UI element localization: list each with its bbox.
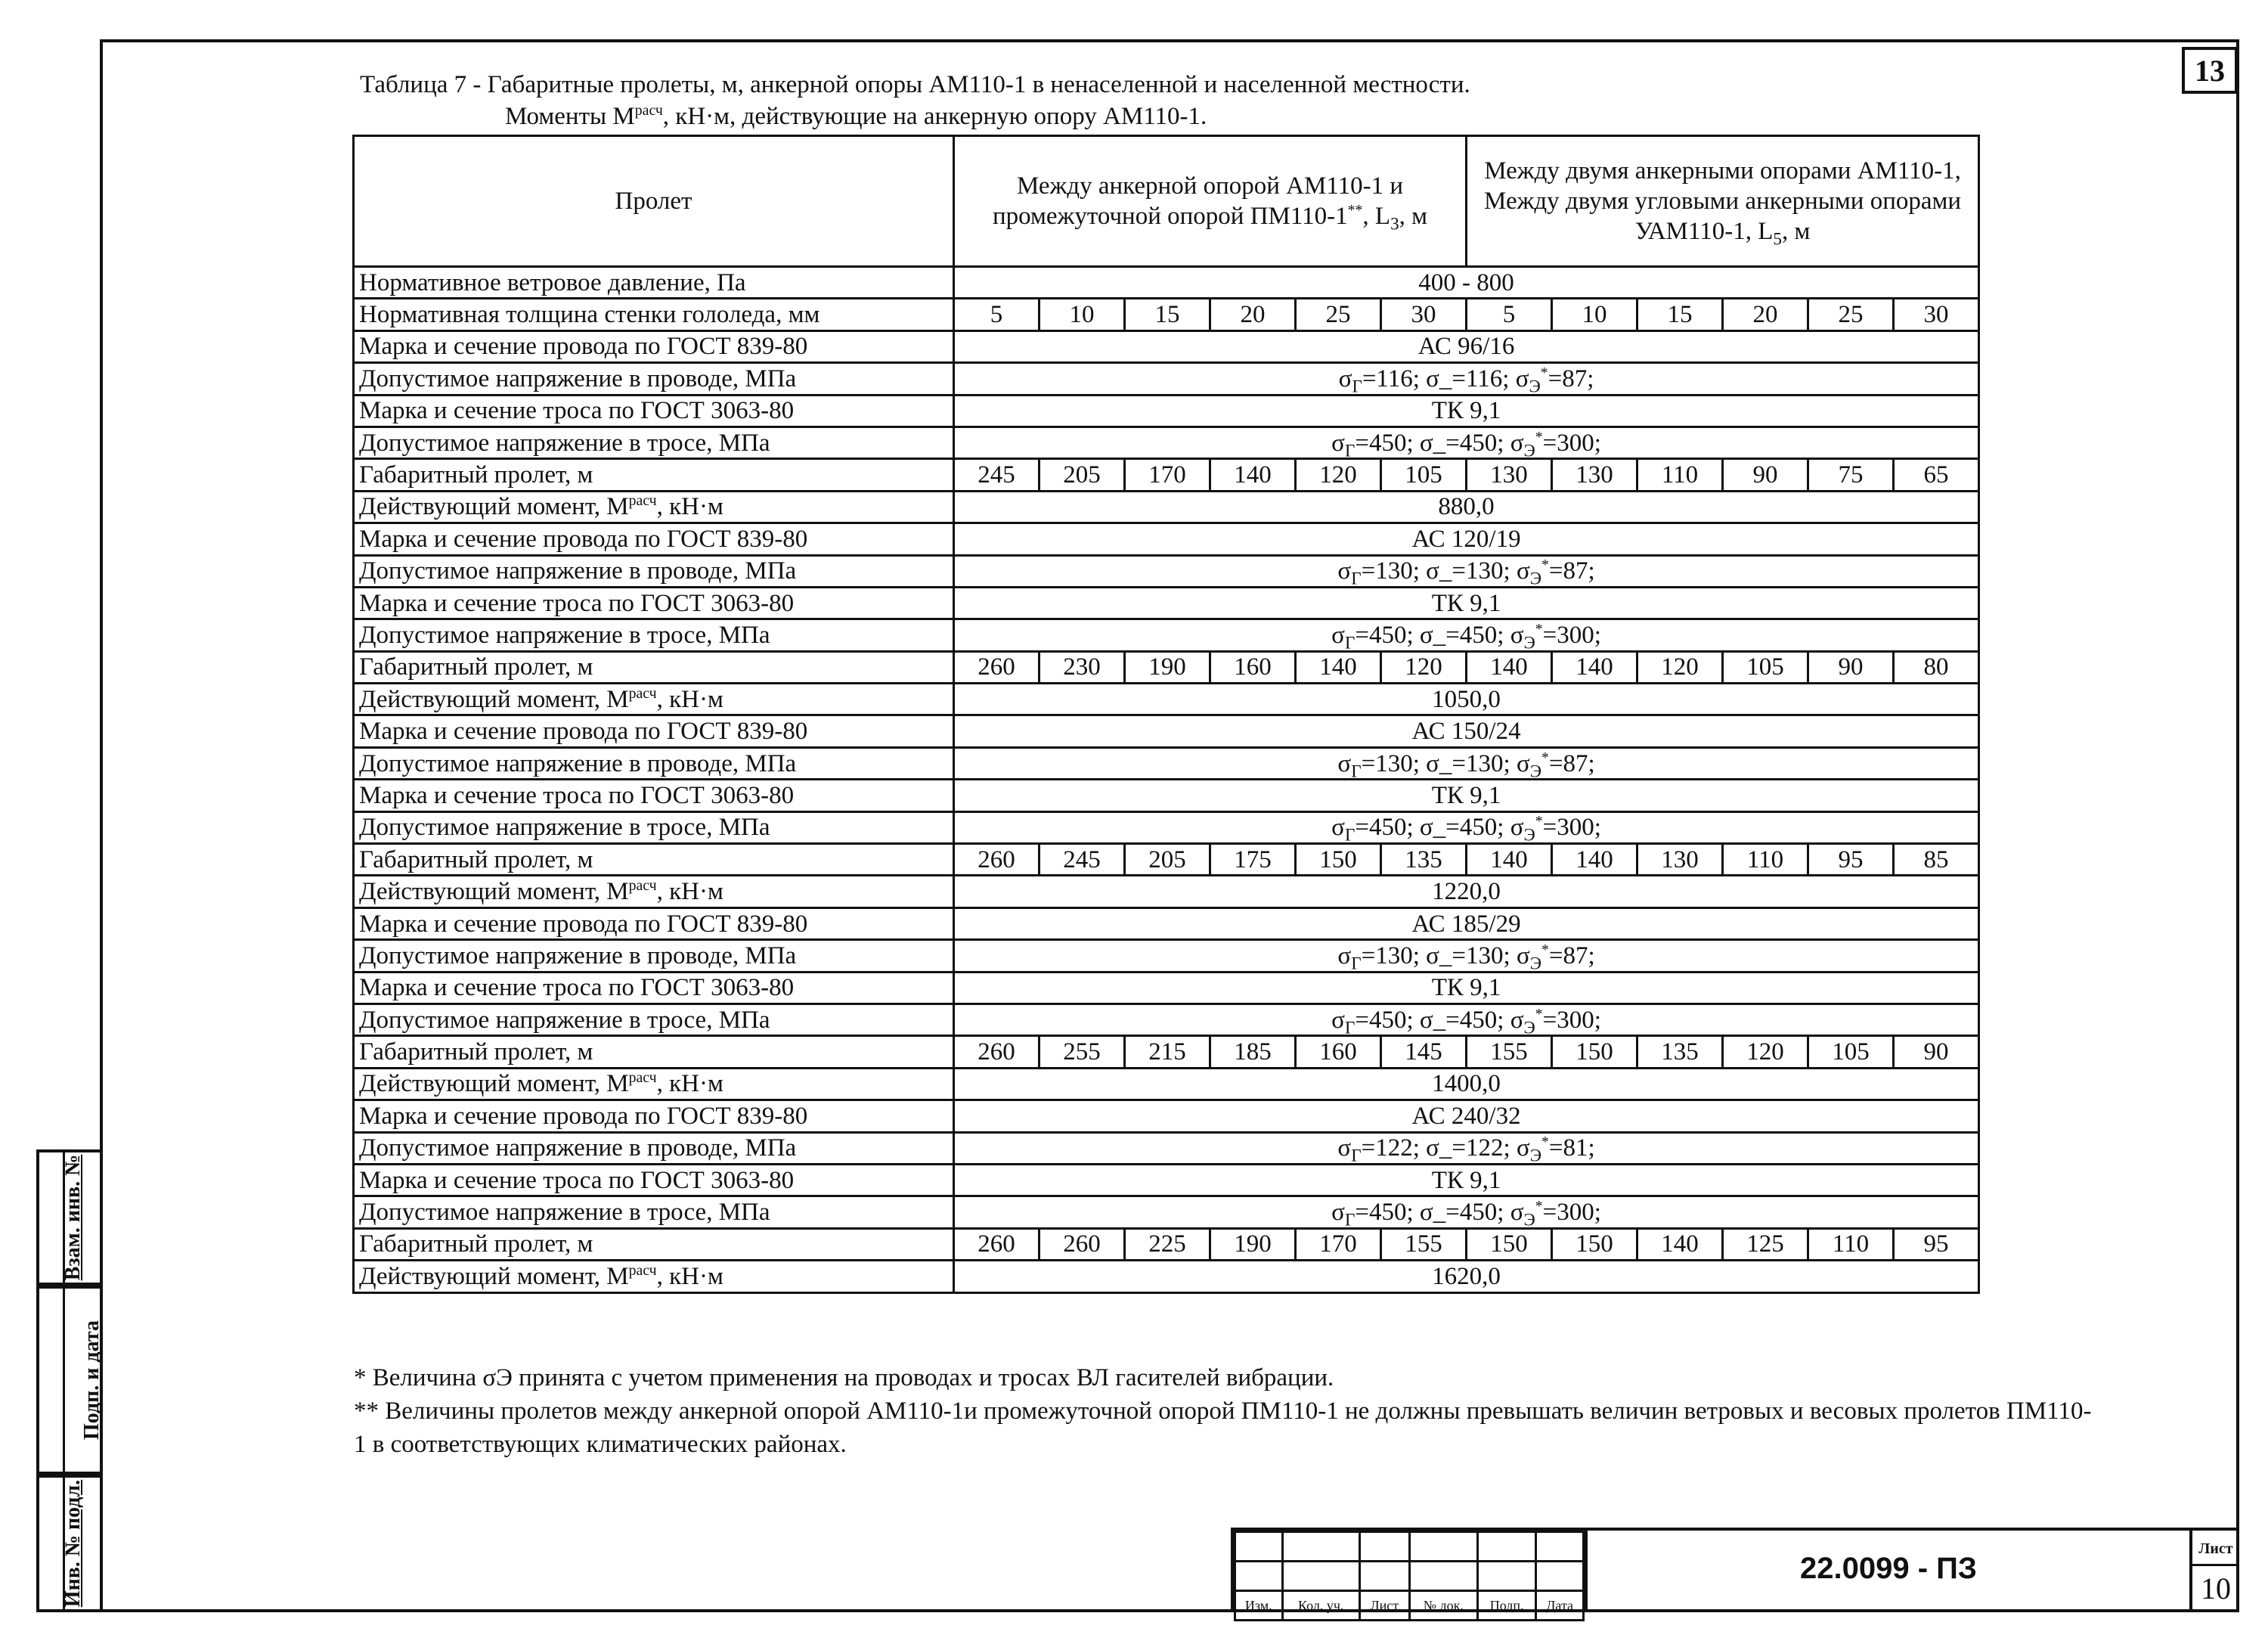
span-value: 190 — [1125, 651, 1210, 683]
side-stamp-podp — [36, 1286, 104, 1475]
rope-stress: $\sigma_Г=450$; σ_=450; $\sigma_Э^*=300$; — [954, 1196, 1979, 1228]
moment-label-sup: расч — [628, 877, 657, 895]
rope-stress-row — [354, 427, 1979, 458]
span-value: 140 — [1637, 1228, 1723, 1260]
span-row — [354, 1036, 1979, 1068]
ice-label: Нормативная толщина стенки гололеда, мм — [354, 299, 954, 330]
rope-stress-label: Допустимое напряжение в тросе, МПа — [354, 1196, 954, 1228]
caption-moment-tail: , кН·м, действующие на анкерную опору АМ110-1. — [662, 103, 1207, 130]
rope-stress-row — [354, 811, 1979, 843]
span-row — [354, 1228, 1979, 1260]
span-value: 155 — [1467, 1036, 1552, 1068]
wire-mark: АС 240/32 — [954, 1100, 1979, 1132]
title-block-column-label: Подп. — [1478, 1591, 1536, 1621]
side-stamp-vzam — [36, 1149, 100, 1286]
title-block — [1231, 1528, 2239, 1612]
moment-value: 1220,0 — [954, 876, 1979, 907]
moment-row — [354, 876, 1979, 907]
rope-row — [354, 395, 1979, 427]
header-col1-mid: , L — [1362, 203, 1391, 230]
rope-label: Марка и сечение троса по ГОСТ 3063-80 — [354, 587, 954, 619]
wind-value: 400 - 800 — [954, 267, 1979, 299]
span-value: 95 — [1808, 844, 1894, 876]
wire-label: Марка и сечение провода по ГОСТ 839-80 — [354, 523, 954, 555]
side-label-vzam: Взам. инв. № — [61, 1154, 85, 1281]
span-value: 120 — [1296, 459, 1381, 491]
wire-stress-row — [354, 1132, 1979, 1164]
rope-mark: ТК 9,1 — [954, 395, 1979, 427]
rope-label: Марка и сечение троса по ГОСТ 3063-80 — [354, 780, 954, 811]
span-value: 260 — [954, 1036, 1040, 1068]
rope-stress-row — [354, 1004, 1979, 1035]
span-value: 140 — [1467, 844, 1552, 876]
side-label-inv: Инв. № подл. — [61, 1479, 85, 1608]
header-span-label: Пролет — [354, 136, 954, 267]
title-block-column-label: Кол. уч. — [1282, 1591, 1359, 1621]
table-header-row — [354, 136, 1979, 267]
span-value: 90 — [1808, 651, 1894, 683]
span-value: 160 — [1210, 651, 1296, 683]
span-value: 160 — [1296, 1036, 1381, 1068]
moment-row — [354, 491, 1979, 523]
wire-stress-label: Допустимое напряжение в проводе, МПа — [354, 747, 954, 779]
wire-stress: $\sigma_Г=130$; σ_=130; $\sigma_Э^*=87$; — [954, 555, 1979, 587]
wire-stress-label: Допустимое напряжение в проводе, МПа — [354, 363, 954, 395]
caption-moment-sup: расч — [634, 102, 663, 119]
wire-stress-label: Допустимое напряжение в проводе, МПа — [354, 1132, 954, 1164]
moment-label — [354, 684, 954, 715]
moment-label-sup: расч — [628, 684, 657, 702]
wire-row — [354, 523, 1979, 555]
rope-row — [354, 1164, 1979, 1196]
moment-value: 1400,0 — [954, 1068, 1979, 1100]
span-value: 65 — [1894, 459, 1979, 491]
span-value: 145 — [1381, 1036, 1467, 1068]
span-value: 120 — [1637, 651, 1723, 683]
ice-value: 10 — [1040, 299, 1125, 330]
moment-value: 1050,0 — [954, 684, 1979, 715]
rope-mark: ТК 9,1 — [954, 1164, 1979, 1196]
wire-mark: АС 120/19 — [954, 523, 1979, 555]
moment-label — [354, 491, 954, 523]
span-label: Габаритный пролет, м — [354, 844, 954, 876]
wire-row — [354, 330, 1979, 362]
ice-value: 20 — [1210, 299, 1296, 330]
ice-value: 30 — [1894, 299, 1979, 330]
wire-label: Марка и сечение провода по ГОСТ 839-80 — [354, 330, 954, 362]
wire-stress-row — [354, 363, 1979, 395]
table-caption-line2 — [505, 103, 1207, 131]
moment-row — [354, 1068, 1979, 1100]
ice-value: 15 — [1637, 299, 1723, 330]
moment-label-unit: , кН·м — [656, 1262, 723, 1290]
footnote-2: ** Величины пролетов между анкерной опорой АМ110-1и промежуточной опорой ПМ110-1 не должны превышать величин ветровых и весовых пролетов ПМ110-1 в соответствующих климатических районах. — [354, 1397, 2092, 1458]
moment-label-sup: расч — [628, 1069, 657, 1087]
span-value: 245 — [954, 459, 1040, 491]
span-value: 230 — [1040, 651, 1125, 683]
span-value: 170 — [1125, 459, 1210, 491]
rope-stress-label: Допустимое напряжение в тросе, МПа — [354, 619, 954, 651]
span-value: 110 — [1723, 844, 1808, 876]
span-label: Габаритный пролет, м — [354, 651, 954, 683]
sheet-box — [2189, 1531, 2239, 1612]
span-value: 245 — [1040, 844, 1125, 876]
rope-mark: ТК 9,1 — [954, 972, 1979, 1004]
wire-label: Марка и сечение провода по ГОСТ 839-80 — [354, 907, 954, 939]
footnote-1: * Величина σЭ принята с учетом применения на проводах и тросах ВЛ гасителей вибрации. — [354, 1364, 1334, 1391]
span-value: 75 — [1808, 459, 1894, 491]
ice-value: 25 — [1808, 299, 1894, 330]
span-value: 135 — [1637, 1036, 1723, 1068]
footnotes — [354, 1361, 2093, 1461]
rope-row — [354, 587, 1979, 619]
wire-row — [354, 1100, 1979, 1132]
span-value: 260 — [954, 1228, 1040, 1260]
rope-stress: $\sigma_Г=450$; σ_=450; $\sigma_Э^*=300$; — [954, 427, 1979, 458]
title-block-column-label: Дата — [1536, 1591, 1584, 1621]
side-label-podp: Подп. и дата — [80, 1320, 104, 1440]
sheet-label: Лист — [2192, 1531, 2239, 1566]
span-value: 190 — [1210, 1228, 1296, 1260]
moment-label-unit: , кН·м — [656, 493, 723, 521]
span-row — [354, 844, 1979, 876]
moment-label-text: Действующий момент, М — [359, 878, 629, 906]
moment-row — [354, 684, 1979, 715]
wire-mark: АС 150/24 — [954, 715, 1979, 747]
span-value: 260 — [1040, 1228, 1125, 1260]
wire-row — [354, 715, 1979, 747]
moment-value: 880,0 — [954, 491, 1979, 523]
title-block-column-label: Лист — [1359, 1591, 1409, 1621]
moment-label-unit: , кН·м — [656, 1070, 723, 1098]
span-value: 135 — [1381, 844, 1467, 876]
span-value: 150 — [1467, 1228, 1552, 1260]
span-value: 85 — [1894, 844, 1979, 876]
spans-table-body — [354, 136, 1979, 1293]
wire-stress: $\sigma_Г=130$; σ_=130; $\sigma_Э^*=87$; — [954, 747, 1979, 779]
span-value: 140 — [1467, 651, 1552, 683]
sheet-number: 10 — [2201, 1571, 2231, 1605]
header-col2-tail: , м — [1781, 218, 1811, 245]
span-value: 130 — [1637, 844, 1723, 876]
span-value: 150 — [1552, 1228, 1637, 1260]
moment-label-text: Действующий момент, М — [359, 1262, 629, 1290]
span-value: 170 — [1296, 1228, 1381, 1260]
rope-stress-label: Допустимое напряжение в тросе, МПа — [354, 427, 954, 458]
rope-stress-row — [354, 619, 1979, 651]
wire-mark: АС 185/29 — [954, 907, 1979, 939]
wire-stress-label: Допустимое напряжение в проводе, МПа — [354, 555, 954, 587]
span-value: 80 — [1894, 651, 1979, 683]
rope-label: Марка и сечение троса по ГОСТ 3063-80 — [354, 972, 954, 1004]
side-stamp-inv — [36, 1475, 100, 1612]
title-block-column-label: Изм. — [1235, 1591, 1283, 1621]
title-block-columns — [1235, 1591, 1584, 1621]
span-value: 150 — [1552, 1036, 1637, 1068]
rope-stress: $\sigma_Г=450$; σ_=450; $\sigma_Э^*=300$; — [954, 811, 1979, 843]
moment-label-text: Действующий момент, М — [359, 1070, 629, 1098]
moment-label — [354, 1261, 954, 1292]
rope-stress: $\sigma_Г=450$; σ_=450; $\sigma_Э^*=300$; — [954, 619, 1979, 651]
span-value: 130 — [1552, 459, 1637, 491]
span-value: 110 — [1808, 1228, 1894, 1260]
title-block-grid — [1234, 1531, 1585, 1621]
wire-stress: $\sigma_Г=116$; σ_=116; $\sigma_Э^*=87$; — [954, 363, 1979, 395]
table-caption-line1: Таблица 7 - Габаритные пролеты, м, анкерной опоры АМ110-1 в ненаселенной и населенной местности. — [360, 71, 1470, 98]
span-value: 105 — [1808, 1036, 1894, 1068]
span-label: Габаритный пролет, м — [354, 1228, 954, 1260]
title-block-column-label: № док. — [1409, 1591, 1478, 1621]
header-col2-text: Между двумя анкерными опорами АМ110-1, Между двумя угловыми анкерными опорами УАМ110-1, L — [1484, 157, 1962, 245]
span-value: 120 — [1381, 651, 1467, 683]
ice-value: 10 — [1552, 299, 1637, 330]
moment-label — [354, 1068, 954, 1100]
span-label: Габаритный пролет, м — [354, 459, 954, 491]
span-value: 150 — [1296, 844, 1381, 876]
ice-value: 15 — [1125, 299, 1210, 330]
span-value: 225 — [1125, 1228, 1210, 1260]
header-col-am-pm — [954, 136, 1467, 267]
span-value: 205 — [1040, 459, 1125, 491]
moment-label — [354, 876, 954, 907]
rope-stress-label: Допустимое напряжение в тросе, МПа — [354, 1004, 954, 1035]
span-value: 185 — [1210, 1036, 1296, 1068]
header-col1-sup: ** — [1347, 202, 1363, 219]
rope-stress: $\sigma_Г=450$; σ_=450; $\sigma_Э^*=300$; — [954, 1004, 1979, 1035]
span-value: 130 — [1467, 459, 1552, 491]
wind-label: Нормативное ветровое давление, Па — [354, 267, 954, 299]
wire-mark: АС 96/16 — [954, 330, 1979, 362]
wire-stress-label: Допустимое напряжение в проводе, МПа — [354, 940, 954, 972]
rope-stress-row — [354, 1196, 1979, 1228]
rope-label: Марка и сечение троса по ГОСТ 3063-80 — [354, 395, 954, 427]
wire-row — [354, 907, 1979, 939]
span-value: 205 — [1125, 844, 1210, 876]
span-value: 260 — [954, 844, 1040, 876]
span-value: 215 — [1125, 1036, 1210, 1068]
moment-label-text: Действующий момент, М — [359, 685, 629, 713]
span-value: 105 — [1381, 459, 1467, 491]
wire-stress-row — [354, 747, 1979, 779]
wire-stress-row — [354, 555, 1979, 587]
caption-moment-symbol: Моменты М — [505, 103, 635, 130]
moment-row — [354, 1261, 1979, 1292]
moment-label-text: Действующий момент, М — [359, 493, 629, 521]
span-value: 175 — [1210, 844, 1296, 876]
span-value: 110 — [1637, 459, 1723, 491]
wire-stress-row — [354, 940, 1979, 972]
rope-row — [354, 972, 1979, 1004]
wire-stress: $\sigma_Г=122$; σ_=122; $\sigma_Э^*=81$; — [954, 1132, 1979, 1164]
span-value: 105 — [1723, 651, 1808, 683]
span-label: Габаритный пролет, м — [354, 1036, 954, 1068]
header-col-am-am — [1467, 136, 1979, 267]
rope-label: Марка и сечение троса по ГОСТ 3063-80 — [354, 1164, 954, 1196]
document-code: 22.0099 - ПЗ — [1585, 1531, 2189, 1612]
ice-value: 5 — [1467, 299, 1552, 330]
rope-mark: ТК 9,1 — [954, 587, 1979, 619]
span-value: 90 — [1723, 459, 1808, 491]
ice-value: 25 — [1296, 299, 1381, 330]
wire-stress: $\sigma_Г=130$; σ_=130; $\sigma_Э^*=87$; — [954, 940, 1979, 972]
header-col1-sub: 3 — [1390, 213, 1399, 234]
span-value: 140 — [1552, 844, 1637, 876]
header-col1-text: Между анкерной опорой АМ110-1 и промежуточной опорой ПМ110-1 — [992, 172, 1404, 230]
moment-label-unit: , кН·м — [656, 878, 723, 906]
sheet-number-top: 13 — [2182, 47, 2238, 94]
span-value: 90 — [1894, 1036, 1979, 1068]
span-value: 260 — [954, 651, 1040, 683]
wire-label: Марка и сечение провода по ГОСТ 839-80 — [354, 715, 954, 747]
span-value: 125 — [1723, 1228, 1808, 1260]
ice-value: 5 — [954, 299, 1040, 330]
rope-mark: ТК 9,1 — [954, 780, 1979, 811]
ice-row — [354, 299, 1979, 330]
wire-label: Марка и сечение провода по ГОСТ 839-80 — [354, 1100, 954, 1132]
moment-label-sup: расч — [628, 1261, 657, 1279]
span-row — [354, 651, 1979, 683]
spans-table — [352, 135, 1980, 1294]
header-col1-tail: , м — [1399, 203, 1428, 230]
rope-stress-label: Допустимое напряжение в тросе, МПа — [354, 811, 954, 843]
moment-value: 1620,0 — [954, 1261, 1979, 1292]
span-value: 140 — [1210, 459, 1296, 491]
header-col2-sub: 5 — [1773, 228, 1782, 249]
span-value: 95 — [1894, 1228, 1979, 1260]
ice-value: 30 — [1381, 299, 1467, 330]
span-value: 140 — [1552, 651, 1637, 683]
moment-label-sup: расч — [628, 492, 657, 510]
rope-row — [354, 780, 1979, 811]
moment-label-unit: , кН·м — [656, 685, 723, 713]
span-value: 155 — [1381, 1228, 1467, 1260]
span-value: 140 — [1296, 651, 1381, 683]
wind-row — [354, 267, 1979, 299]
ice-value: 20 — [1723, 299, 1808, 330]
span-row — [354, 459, 1979, 491]
span-value: 255 — [1040, 1036, 1125, 1068]
span-value: 120 — [1723, 1036, 1808, 1068]
